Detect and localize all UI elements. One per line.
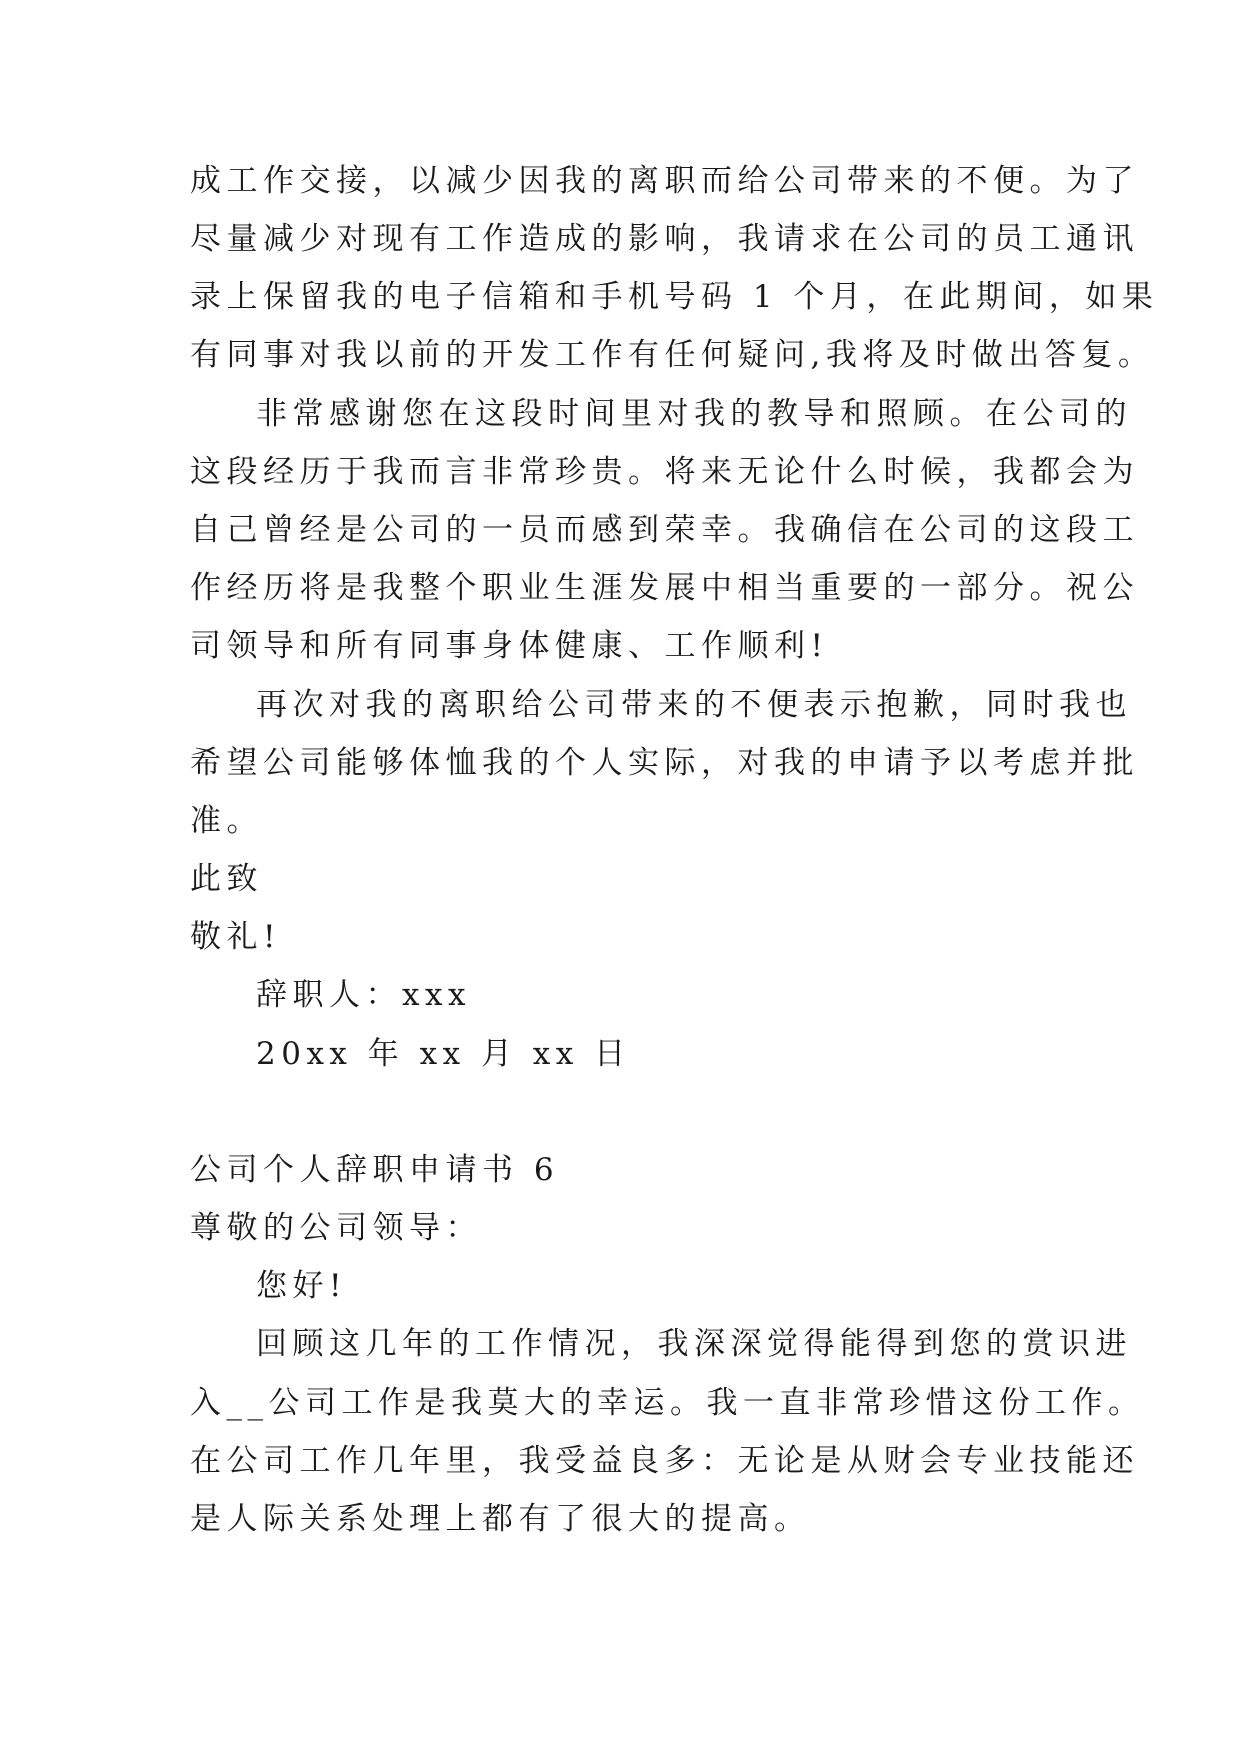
- body-text-line: 尽量减少对现有工作造成的影响，我请求在公司的员工通讯: [190, 221, 1139, 257]
- closing-text: 此致: [190, 861, 263, 897]
- body-text-line: 准。: [190, 803, 263, 839]
- body-text-line: 成工作交接，以减少因我的离职而给公司带来的不便。为了: [190, 163, 1139, 199]
- body-text-line: 非常感谢您在这段时间里对我的教导和照顾。在公司的: [256, 396, 1132, 432]
- body-text-line: 希望公司能够体恤我的个人实际，对我的申请予以考虑并批: [190, 745, 1139, 781]
- section-title: 公司个人辞职申请书 6: [190, 1152, 560, 1188]
- body-text-line: 是人际关系处理上都有了很大的提高。: [190, 1501, 811, 1537]
- body-text-line: 司领导和所有同事身体健康、工作顺利!: [190, 628, 829, 664]
- body-text-line: 有同事对我以前的开发工作有任何疑问,我将及时做出答复。: [190, 337, 1155, 373]
- body-text-line: 这段经历于我而言非常珍贵。将来无论什么时候，我都会为: [190, 454, 1139, 490]
- greeting-line: 您好!: [256, 1268, 347, 1304]
- body-text-line: 再次对我的离职给公司带来的不便表示抱歉，同时我也: [256, 687, 1132, 723]
- date-line: 20xx 年 xx 月 xx 日: [256, 1036, 631, 1072]
- body-text-line: 作经历将是我整个职业生涯发展中相当重要的一部分。祝公: [190, 570, 1139, 606]
- body-text-line: 录上保留我的电子信箱和手机号码 1 个月，在此期间，如果: [190, 279, 1159, 315]
- salute-text: 敬礼!: [190, 919, 281, 955]
- addressee-line: 尊敬的公司领导：: [190, 1210, 482, 1246]
- body-text-line: 回顾这几年的工作情况，我深深觉得能得到您的赏识进: [256, 1326, 1132, 1362]
- body-text-line: 在公司工作几年里，我受益良多：无论是从财会专业技能还: [190, 1443, 1139, 1479]
- signer-line: 辞职人：xxx: [256, 977, 471, 1013]
- body-text-line: 入__公司工作是我莫大的幸运。我一直非常珍惜这份工作。: [190, 1385, 1145, 1421]
- body-text-line: 自己曾经是公司的一员而感到荣幸。我确信在公司的这段工: [190, 512, 1139, 548]
